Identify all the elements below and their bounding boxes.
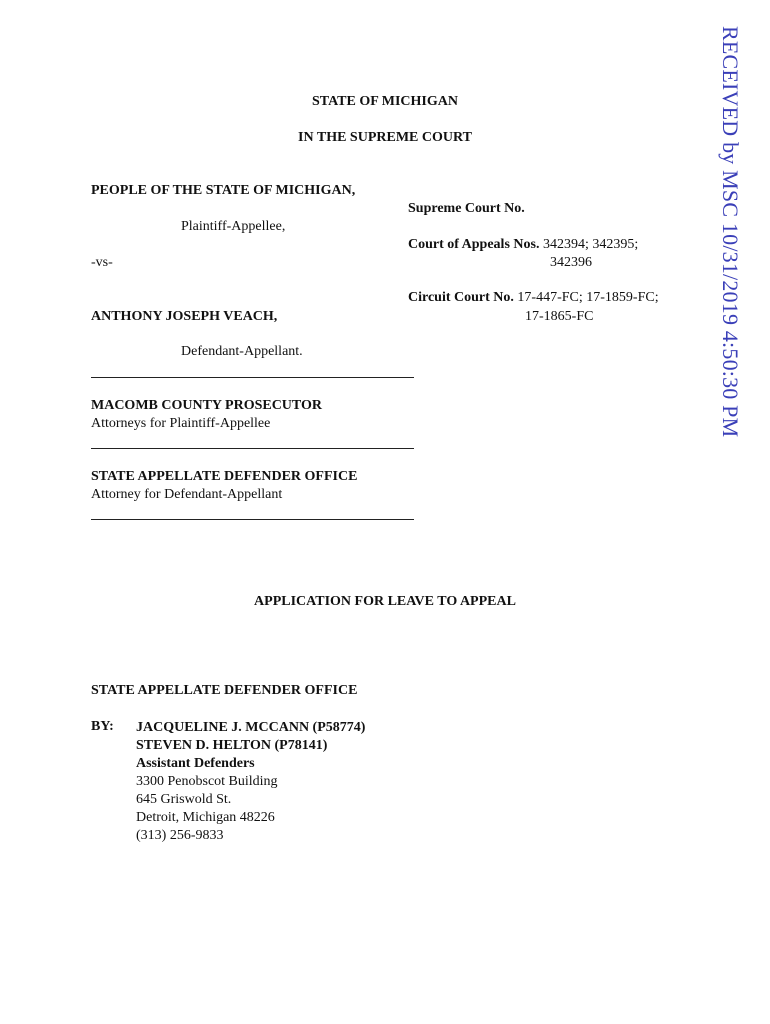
appeals-label: Court of Appeals Nos. [408,237,540,252]
by-label: BY: [91,719,114,734]
defendant-name: ANTHONY JOSEPH VEACH, [91,309,278,324]
circuit-label: Circuit Court No. [408,290,514,305]
defendant-role: Defendant-Appellant. [181,344,303,359]
prosecutor-name: MACOMB COUNTY PROSECUTOR [91,398,323,413]
prosecutor-role: Attorneys for Plaintiff-Appellee [91,416,271,431]
divider-rule [91,377,414,378]
attorney-1: JACQUELINE J. MCCANN (P58774) [136,720,366,735]
appeals-value-line2: 342396 [550,255,592,270]
versus-text: -vs- [91,255,113,270]
document-title: APPLICATION FOR LEAVE TO APPEAL [254,594,516,609]
attorney-title: Assistant Defenders [136,756,255,771]
defender-name: STATE APPELLATE DEFENDER OFFICE [91,469,358,484]
divider-rule [91,519,414,520]
court-heading: IN THE SUPREME COURT [298,130,472,145]
defender-role: Attorney for Defendant-Appellant [91,487,283,502]
attorney-2: STEVEN D. HELTON (P78141) [136,738,328,753]
address-line-3: Detroit, Michigan 48226 [136,810,275,825]
court-of-appeals-numbers [408,237,638,253]
divider-rule [91,448,414,449]
circuit-value-line1: 17-447-FC; 17-1859-FC; [517,290,659,305]
state-heading: STATE OF MICHIGAN [312,94,458,109]
address-line-2: 645 Griswold St. [136,792,232,807]
circuit-court-number [408,290,659,306]
appeals-value-line1: 342394; 342395; [542,237,639,252]
circuit-value-line2: 17-1865-FC [525,309,594,324]
address-line-1: 3300 Penobscot Building [136,774,278,789]
signature-block [136,719,365,845]
plaintiff-name: PEOPLE OF THE STATE OF MICHIGAN, [91,183,356,198]
phone-number: (313) 256-9833 [136,828,224,843]
plaintiff-role: Plaintiff-Appellee, [181,219,286,234]
signature-office: STATE APPELLATE DEFENDER OFFICE [91,683,358,698]
supreme-court-number-label: Supreme Court No. [408,201,525,216]
received-stamp: RECEIVED by MSC 10/31/2019 4:50:30 PM [718,26,743,438]
